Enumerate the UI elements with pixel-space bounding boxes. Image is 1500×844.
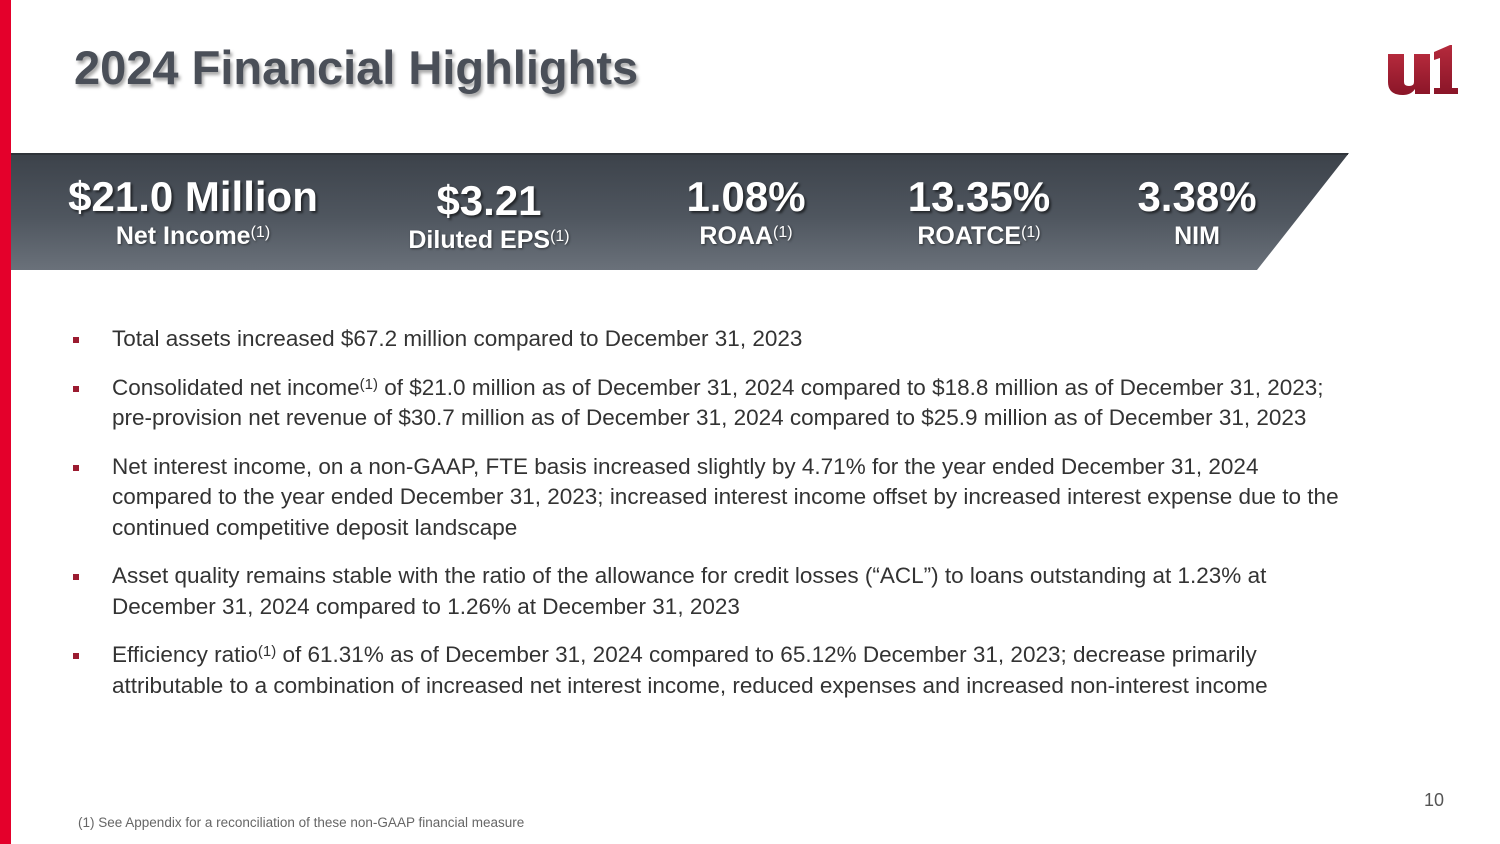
page-number: 10 xyxy=(1423,790,1444,810)
bullet-square-icon xyxy=(73,337,79,343)
metric-label: ROAA$^{(1)}$ xyxy=(699,222,793,250)
metrics-banner xyxy=(11,153,1349,270)
u1-logo-icon xyxy=(1384,42,1460,98)
list-item: Efficiency ratio$^{(1)}$ of 61.31% as of December 31, 2024 compared to 65.12% December 31, 2023; decrease primarily attributable to a combination of increased net interest income, reduced expenses and increased non-interest income xyxy=(70,640,1340,701)
bullet-square-icon xyxy=(73,386,79,392)
metric-label: Net Income$^{(1)}$ xyxy=(115,222,271,250)
bullet-square-icon xyxy=(73,653,79,659)
metric-roaa xyxy=(666,173,826,251)
bullet-square-icon xyxy=(73,574,79,580)
accent-bar xyxy=(0,0,11,844)
slide-title: 2024 Financial Highlights xyxy=(74,41,639,94)
bullet-square-icon xyxy=(73,465,79,471)
metric-value: 3.38% xyxy=(1137,173,1257,220)
list-item: Asset quality remains stable with the ratio of the allowance for credit losses (“ACL”) to loans outstanding at 1.23% at December 31, 2024 compared to 1.26% at December 31, 2023 xyxy=(70,561,1340,622)
metric-value: 13.35% xyxy=(907,173,1051,220)
metric-label: ROATCE$^{(1)}$ xyxy=(917,222,1041,250)
metric-value: 1.08% xyxy=(686,173,806,220)
metric-diluted-eps xyxy=(379,177,599,255)
footnote: (1) See Appendix for a reconciliation of these non-GAAP financial measure xyxy=(78,815,525,830)
list-item: Net interest income, on a non-GAAP, FTE basis increased slightly by 4.71% for the year ended December 31, 2024 compared to the year ended December 31, 2023; increased interest income offset by increased interest expense due to the continued competitive deposit landscape xyxy=(70,452,1340,544)
metric-roatce xyxy=(889,173,1069,251)
list-item: Consolidated net income$^{(1)}$ of $21.0 million as of December 31, 2024 compared to $18.8 million as of December 31, 2023; pre-provision net revenue of $30.7 million as of December 31, 2024 compared to $25.9 million as of December 31, 2023 xyxy=(70,373,1340,434)
metric-value: $21.0 Million xyxy=(68,173,318,220)
metric-nim xyxy=(1117,173,1277,251)
list-item: Total assets increased $67.2 million compared to December 31, 2023 xyxy=(70,324,1340,355)
highlights-list xyxy=(70,324,1340,719)
metric-label: Diluted EPS$^{(1)}$ xyxy=(408,226,570,254)
metric-net-income xyxy=(63,173,323,251)
metric-label: NIM xyxy=(1174,222,1220,250)
metric-value: $3.21 xyxy=(436,177,542,224)
